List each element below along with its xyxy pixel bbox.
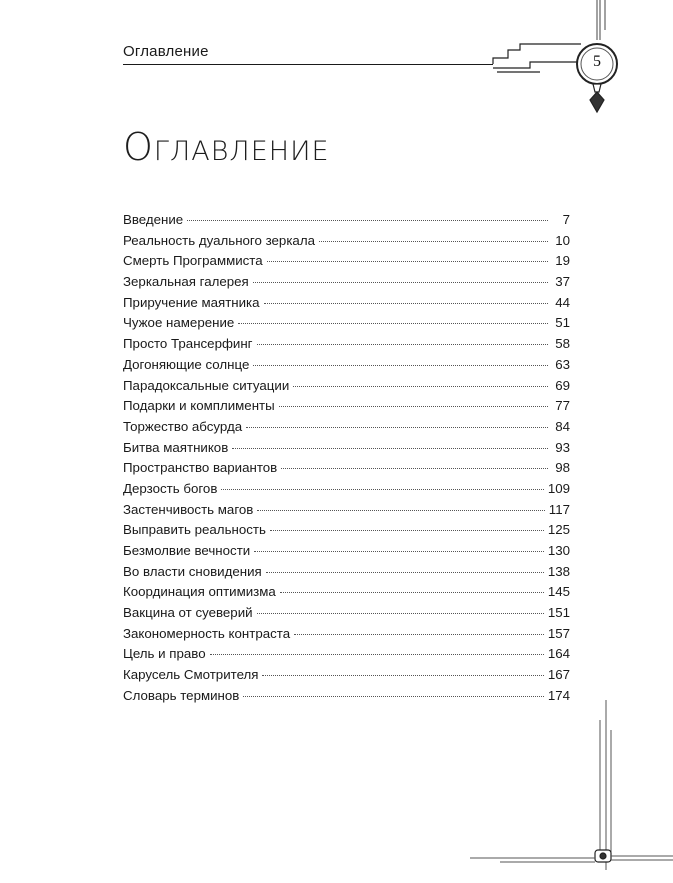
toc-leader-dots <box>257 343 548 345</box>
toc-entry-page: 84 <box>555 418 570 434</box>
toc-entry-title: Пространство вариантов <box>123 460 278 476</box>
toc-entry-title: Дерзость богов <box>123 480 218 496</box>
toc-entry <box>123 376 570 397</box>
toc-leader-dots <box>210 653 544 655</box>
toc-entry-page: 93 <box>555 439 570 455</box>
toc-leader-dots <box>253 364 548 366</box>
toc-entry-title: Безмолвие вечности <box>123 543 251 558</box>
toc-entry-page: 151 <box>547 605 570 621</box>
toc-leader-dots <box>262 674 543 676</box>
toc-entry-page: 44 <box>555 294 570 310</box>
toc-leader-dots <box>243 695 543 697</box>
toc-entry-title: Битва маятников <box>123 439 229 455</box>
toc-leader-dots <box>281 467 548 469</box>
toc-entry-title: Зеркальная галерея <box>123 274 249 290</box>
toc-entry <box>123 479 570 500</box>
toc-entry-page: 125 <box>547 522 570 538</box>
toc-entry <box>123 644 570 665</box>
toc-entry-page: 10 <box>555 232 570 248</box>
toc-entry <box>123 231 570 252</box>
toc-entry <box>123 458 570 479</box>
page-title: Оглавление <box>123 125 330 169</box>
toc-entry-page: 109 <box>547 480 570 496</box>
toc-leader-dots <box>257 612 544 614</box>
toc-entry <box>123 334 570 355</box>
toc-leader-dots <box>187 219 548 221</box>
toc-entry-page: 138 <box>547 563 570 579</box>
toc-entry <box>123 210 570 231</box>
toc-entry-page: 7 <box>562 212 570 227</box>
toc-leader-dots <box>279 405 548 407</box>
toc-entry-title: Вакцина от суеверий <box>123 605 253 621</box>
toc-entry-page: 19 <box>555 253 570 269</box>
toc-leader-dots <box>266 571 544 573</box>
toc-leader-dots <box>254 550 544 552</box>
toc-leader-dots <box>238 322 548 324</box>
toc-entry <box>123 562 570 583</box>
toc-leader-dots <box>294 633 544 635</box>
toc-leader-dots <box>280 591 544 593</box>
toc-leader-dots <box>264 302 548 304</box>
toc-entry-page: 37 <box>555 274 570 290</box>
toc-leader-dots <box>246 426 548 428</box>
toc-entry-title: Цель и право <box>123 646 206 662</box>
running-head-title: Оглавление <box>123 43 209 60</box>
toc-leader-dots <box>267 260 548 262</box>
toc-leader-dots <box>221 488 543 490</box>
toc-entry-title: Подарки и комплименты <box>123 398 275 414</box>
table-of-contents <box>123 210 570 707</box>
toc-entry-title: Смерть Программиста <box>123 253 263 269</box>
toc-entry-page: 167 <box>547 667 570 683</box>
toc-leader-dots <box>232 447 548 449</box>
toc-entry-page: 51 <box>555 315 570 331</box>
toc-entry-page: 157 <box>547 625 570 641</box>
toc-entry <box>123 355 570 376</box>
toc-entry-page: 69 <box>555 377 570 393</box>
toc-entry-page: 58 <box>555 336 570 352</box>
toc-entry-page: 145 <box>547 584 570 600</box>
toc-entry <box>123 686 570 707</box>
toc-entry <box>123 313 570 334</box>
toc-entry-page: 130 <box>547 543 570 558</box>
toc-entry <box>123 541 570 562</box>
toc-entry-title: Введение <box>123 212 184 227</box>
toc-entry-title: Выправить реальность <box>123 522 266 538</box>
toc-entry <box>123 272 570 293</box>
toc-entry <box>123 624 570 645</box>
toc-entry-title: Во власти сновидения <box>123 563 262 579</box>
toc-entry <box>123 500 570 521</box>
toc-entry-title: Словарь терминов <box>123 687 240 703</box>
toc-entry <box>123 293 570 314</box>
toc-entry-title: Закономерность контраста <box>123 625 291 641</box>
toc-entry-page: 77 <box>555 398 570 414</box>
toc-entry <box>123 396 570 417</box>
toc-entry <box>123 603 570 624</box>
toc-entry-page: 164 <box>547 646 570 662</box>
toc-entry-page: 63 <box>555 356 570 372</box>
toc-entry-title: Чужое намерение <box>123 315 235 331</box>
toc-entry <box>123 251 570 272</box>
toc-entry <box>123 438 570 459</box>
toc-leader-dots <box>253 281 548 283</box>
toc-entry-page: 117 <box>548 501 570 517</box>
toc-entry <box>123 665 570 686</box>
toc-entry-title: Парадоксальные ситуации <box>123 377 290 393</box>
toc-leader-dots <box>293 385 548 387</box>
toc-entry-page: 98 <box>555 460 570 476</box>
toc-leader-dots <box>270 529 544 531</box>
toc-entry-title: Приручение маятника <box>123 294 260 310</box>
toc-entry-title: Карусель Смотрителя <box>123 667 259 683</box>
toc-leader-dots <box>257 509 544 511</box>
toc-entry-title: Просто Трансерфинг <box>123 336 253 352</box>
toc-leader-dots <box>319 240 548 242</box>
toc-entry-title: Торжество абсурда <box>123 418 243 434</box>
toc-entry-title: Застенчивость магов <box>123 501 254 517</box>
toc-entry <box>123 520 570 541</box>
toc-entry-title: Догоняющие солнце <box>123 356 250 372</box>
page-number: 5 <box>593 53 601 70</box>
toc-entry-page: 174 <box>547 687 570 703</box>
toc-entry <box>123 582 570 603</box>
toc-entry <box>123 417 570 438</box>
toc-entry-title: Координация оптимизма <box>123 584 276 600</box>
toc-entry-title: Реальность дуального зеркала <box>123 232 315 248</box>
